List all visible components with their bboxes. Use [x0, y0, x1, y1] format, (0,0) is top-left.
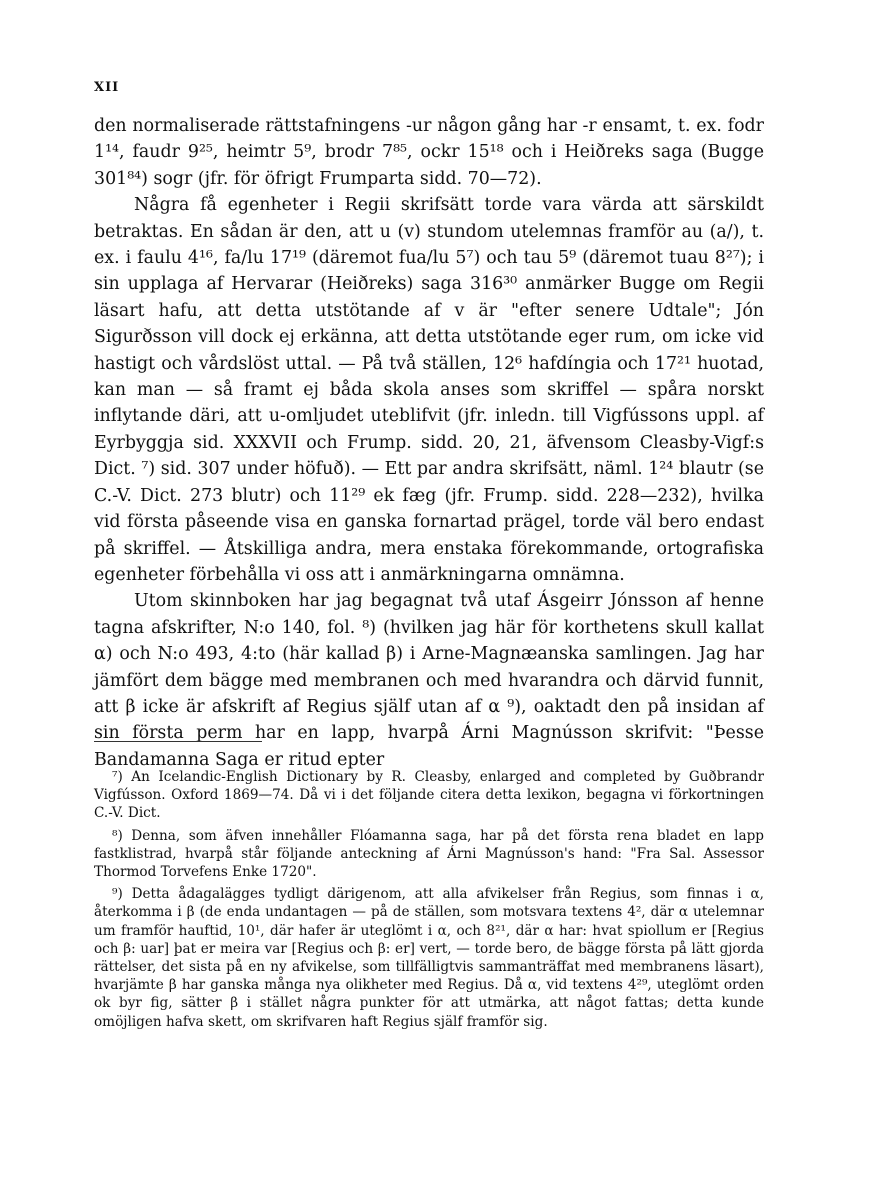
paragraph-orthography: Några få egenheter i Regii skrifsätt torde vara värda att särskildt betraktas. En sådan är den, att u (v) stundom utelemnas framför au (a/), t. ex. i faulu 4¹⁶, fa/lu 17¹⁹ (däremot fua/lu 5⁷) och tau 5⁹ (däremot tuau 8²⁷); i sin upplaga af Hervarar (Heiðreks) saga 316³⁰ anmärker Bugge om Regii läsart hafu, att detta utstötande af v är "efter senere Udtale"; Jón Sigurðsson vill dock ej erkänna, att detta utstötande eger rum, om icke vid hastigt och vårdslöst uttal. — På två ställen, 12⁶ hafdíngia och 17²¹ huotad, kan man — så framt ej båda skola anses som skriffel — spåra norskt inflytande däri, att u-omljudet uteblifvit (jfr. inledn. till Vigfússons uppl. af Eyrbyggja sid. XXXVII och Frump. sidd. 20, 21, äfvensom Cleasby-Vigf:s Dict. ⁷) sid. 307 under höfuð). — Ett par andra skrifsätt, näml. 1²⁴ blautr (se C.-V. Dict. 273 blutr) och 11²⁹ ek fæg (jfr. Frump. sidd. 228—232), hvilka vid första påseende visa en ganska fornartad prägel, torde väl bero endast på skriffel. — Åtskilliga andra, mera enstaka förekommande, ortografiska egenheter förbehålla vi oss att i anmärkningarna omnämna.	[94, 195, 764, 585]
footnote-8: ⁸) Denna, som äfven innehåller Flóamanna saga, har på det första rena bladet en lapp fastklistrad, hvarpå står följande anteckning af Árni Magnússon's hand: "Fra Sal. Assessor Thormod Torvefens Enke 1720".	[94, 827, 764, 881]
body-text	[94, 113, 764, 773]
paragraph-manuscripts: Utom skinnboken har jag begagnat två utaf Ásgeirr Jónsson af henne tagna afskrifter, N:o 140, fol. ⁸) (hvilken jag här för korthetens skull kallat α) och N:o 493, 4:to (här kallad β) i Arne-Magnæanska samlingen. Jag har jämfört dem bägge med membranen och med hvarandra och därvid funnit, att β icke är afskrift af Regius själf utan af α ⁹), oaktadt den på insidan af sin första perm har en lapp, hvarpå Árni Magnússon skrifvit: "Þesse Bandamanna Saga er ritud epter	[94, 591, 764, 770]
footnote-9: ⁹) Detta ådagalägges tydligt därigenom, att alla afvikelser från Regius, som finnas i α, återkomma i β (de enda undantagen — på de ställen, som motsvara textens 4², där α utelemnar um framför hauftid, 10¹, där hafer är uteglömt i α, och 8²¹, där α har: hvat spiollum er [Regius och β: uar] þat er meira var [Regius och β: er] vert, — torde bero, de bägge första på lätt gjorda rättelser, det sista på en ny afvikelse, som tillfälligtvis sammanträffat med membranens läsart), hvarjämte β har ganska många nya olikheter med Regius. Då α, vid textens 4²⁹, uteglömt orden ok byr fig, sätter β i stället några punkter för att utmärka, att något fattas; detta kunde omöjligen hafva skett, om skrifvaren haft Regius själf framför sig.	[94, 886, 764, 1030]
footnote-7: ⁷) An Icelandic-English Dictionary by R. Cleasby, enlarged and completed by Guðbrandr Vigfússon. Oxford 1869—74. Då vi i det följande citera detta lexikon, begagna vi förkortningen C.-V. Dict.	[94, 769, 764, 822]
page-number: XII	[94, 80, 120, 95]
footnote-divider	[94, 741, 262, 742]
footnotes	[94, 768, 764, 1035]
paragraph-continuation: den normaliserade rättstafningens -ur någon gång har -r ensamt, t. ex. fodr 1¹⁴, faudr 9²⁵, heimtr 5⁹, brodr 7⁸⁵, ockr 15¹⁸ och i Heiðreks saga (Bugge 301⁸⁴) sogr (jfr. för öfrigt Frumparta sidd. 70—72).	[94, 116, 764, 189]
